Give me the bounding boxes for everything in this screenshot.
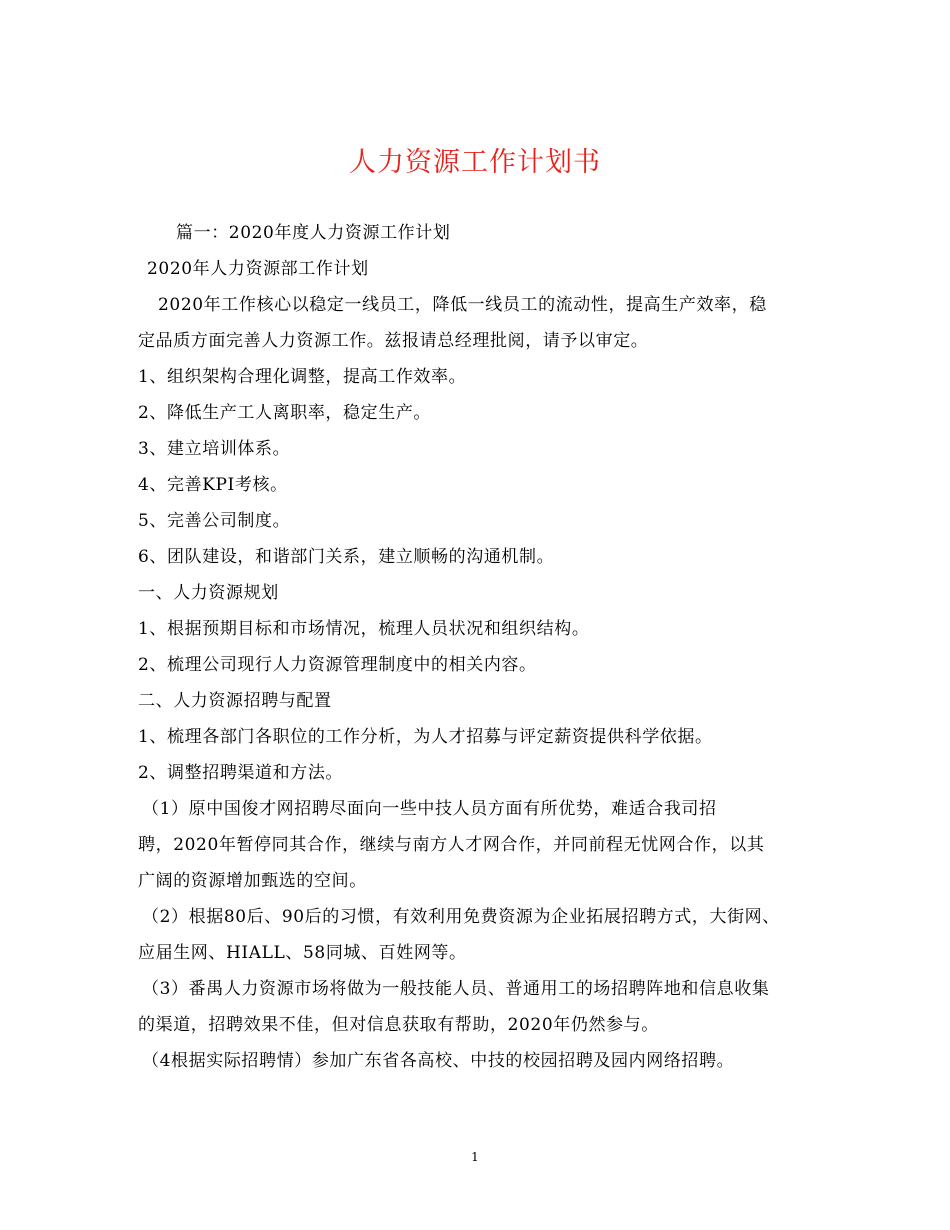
list-item: 3、建立培训体系。 <box>138 439 291 459</box>
paragraph-line: 2020年工作核心以稳定一线员工，降低一线员工的流动性，提高生产效率，稳 <box>158 295 767 315</box>
paragraph-line: 应届生网、HIALL、58同城、百姓网等。 <box>138 943 467 963</box>
paragraph-line: 篇一：2020年度人力资源工作计划 <box>176 223 451 243</box>
paragraph-line: 的渠道，招聘效果不佳，但对信息获取有帮助，2020年仍然参与。 <box>138 1015 659 1035</box>
list-item: 1、组织架构合理化调整，提高工作效率。 <box>138 367 467 387</box>
paragraph-line: 广阔的资源增加甄选的空间。 <box>138 871 367 891</box>
paragraph-line: 聘，2020年暂停同其合作，继续与南方人才网合作，并同前程无忧网合作，以其 <box>138 835 765 855</box>
paragraph-line: （3）番禺人力资源市场将做为一般技能人员、普通用工的场招聘阵地和信息收集 <box>142 979 770 999</box>
page-number: 1 <box>471 1150 479 1164</box>
list-item: 1、根据预期目标和市场情况，梳理人员状况和组织结构。 <box>138 619 590 639</box>
list-item: 2、梳理公司现行人力资源管理制度中的相关内容。 <box>138 655 537 675</box>
document-title: 人力资源工作计划书 <box>349 147 601 178</box>
paragraph-line: （2）根据80后、90后的习惯，有效利用免费资源为企业拓展招聘方式，大街网、 <box>142 907 780 927</box>
paragraph-line: 2020年人力资源部工作计划 <box>147 259 369 279</box>
list-item: 4、完善KPI考核。 <box>138 475 288 495</box>
paragraph-line: （1）原中国俊才网招聘尽面向一些中技人员方面有所优势，难适合我司招 <box>142 799 717 819</box>
list-item: 2、降低生产工人离职率，稳定生产。 <box>138 403 432 423</box>
paragraph-line: 定品质方面完善人力资源工作。兹报请总经理批阅，请予以审定。 <box>138 331 649 351</box>
list-item: 2、调整招聘渠道和方法。 <box>138 763 344 783</box>
section-heading: 一、人力资源规划 <box>138 583 279 603</box>
paragraph-line: （4根据实际招聘情）参加广东省各高校、中技的校园招聘及园内网络招聘。 <box>142 1051 735 1071</box>
list-item: 1、梳理各部门各职位的工作分析，为人才招募与评定薪资提供科学依据。 <box>138 727 713 747</box>
list-item: 5、完善公司制度。 <box>138 511 291 531</box>
section-heading: 二、人力资源招聘与配置 <box>138 691 332 711</box>
list-item: 6、团队建设，和谐部门关系，建立顺畅的沟通机制。 <box>138 547 555 567</box>
